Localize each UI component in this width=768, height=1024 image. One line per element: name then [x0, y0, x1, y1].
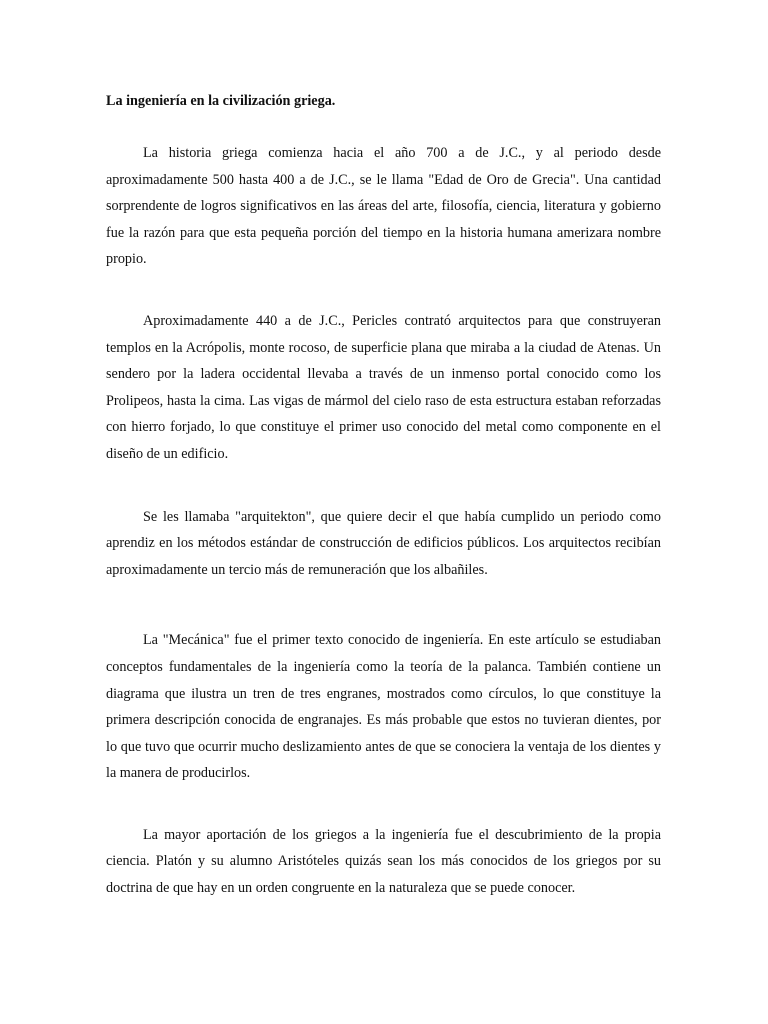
document-page — [106, 88, 661, 902]
paragraph-acropolis: Aproximadamente 440 a de J.C., Pericles contrató arquitectos para que construyeran templos en la Acrópolis, monte rocoso, de superficie plana que miraba a la ciudad de Atenas. Un sendero por la ladera occidental llevaba a través de un inmenso portal conocido como los Prolipeos, hasta la cima. Las vigas de mármol del cielo raso de esta estructura estaban reforzadas con hierro forjado, lo que constituye el primer uso conocido del metal como componente en el diseño de un edificio. — [106, 312, 661, 462]
paragraph-science: La mayor aportación de los griegos a la ingeniería fue el descubrimiento de la propia ciencia. Platón y su alumno Aristóteles quizás sean los más conocidos de los griegos por su doctrina de que hay en un orden congruente en la naturaleza que se puede conocer. — [106, 826, 661, 897]
paragraph-mecanica: La "Mecánica" fue el primer texto conocido de ingeniería. En este artículo se estudiaban conceptos fundamentales de la ingeniería como la teoría de la palanca. También contiene un diagrama que ilustra un tren de tres engranes, mostrados como círculos, lo que constituye la primera descripción conocida de engranajes. Es más probable que estos no tuvieran dientes, por lo que tuvo que ocurrir mucho deslizamiento antes de que se conociera la ventaja de los dientes y la manera de producirlos. — [106, 632, 661, 782]
document-title: La ingeniería en la civilización griega. — [106, 93, 336, 109]
paragraph-arquitekton: Se les llamaba "arquitekton", que quiere decir el que había cumplido un periodo como aprendiz en los métodos estándar de construcción de edificios públicos. Los arquitectos recibían aproximadamente un tercio más de remuneración que los albañiles. — [106, 508, 661, 578]
paragraph-golden-age: La historia griega comienza hacia el año 700 a de J.C., y al periodo desde aproximadamente 500 hasta 400 a de J.C., se le llama "Edad de Oro de Grecia". Una cantidad sorprendente de logros significativos en las áreas del arte, filosofía, ciencia, literatura y gobierno fue la razón para que esta pequeña porción del tiempo en la historia humana amerizara nombre propio. — [106, 145, 661, 268]
